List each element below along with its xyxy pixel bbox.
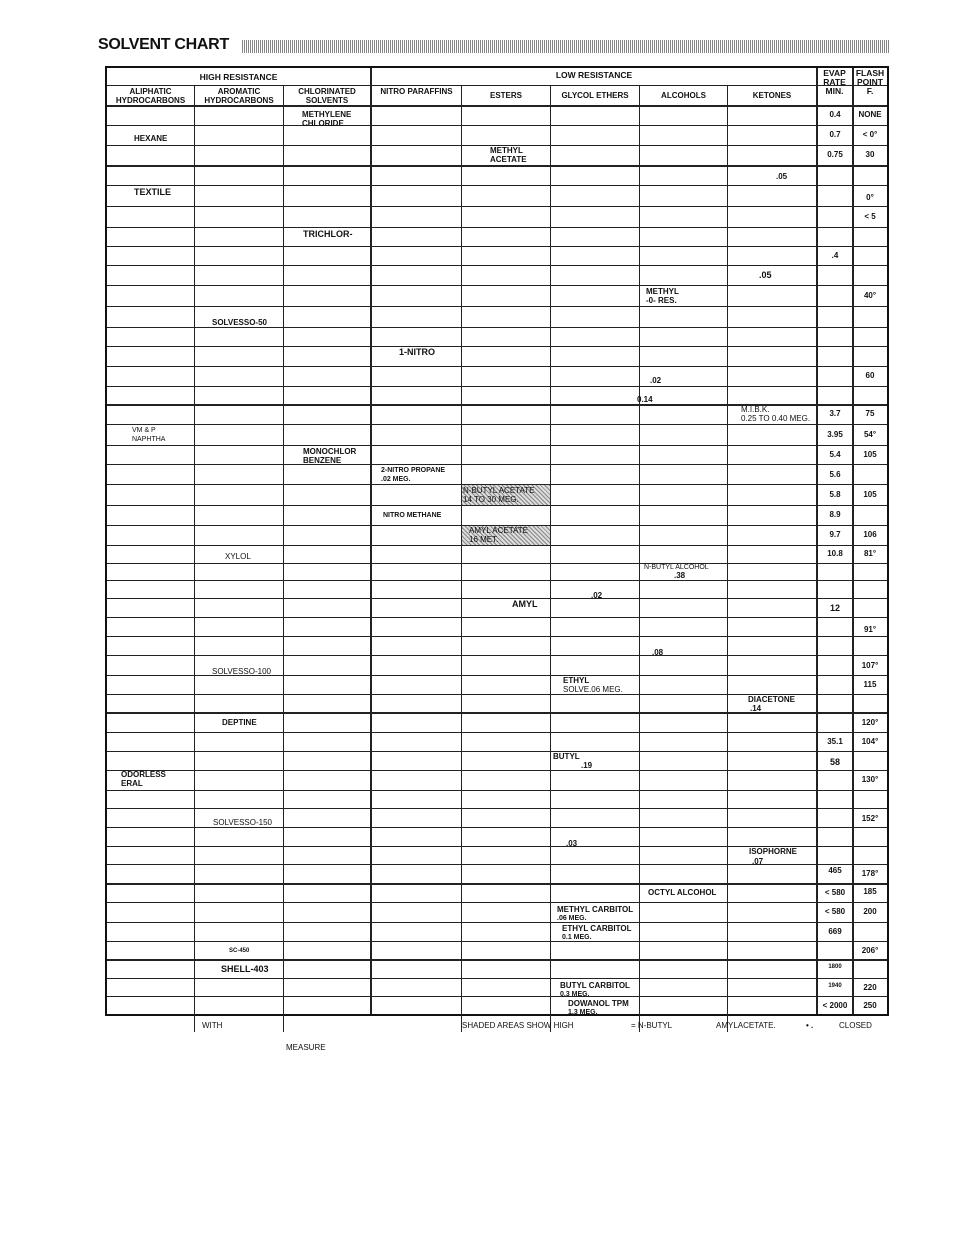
evap-value: 669 [828, 927, 842, 936]
value-ketone-05: .05 [776, 172, 788, 181]
solvent-butyl-carbitol-meg: 0.3 MEG. [560, 991, 590, 998]
row-divider [107, 790, 887, 791]
solvent-n-butyl-acetate-meg: 14 TO 30 MEG. [463, 495, 519, 504]
row-divider [107, 246, 887, 247]
row-divider [107, 563, 887, 564]
flash-value: 107° [861, 661, 879, 670]
evap-value: 0.75 [827, 150, 843, 159]
flash-value: 130° [861, 775, 879, 784]
flash-value: 152° [861, 814, 879, 823]
flash-value: 0° [866, 193, 874, 202]
evap-value: 5.8 [829, 490, 841, 499]
solvent-vmp-naphtha: NAPHTHA [132, 436, 166, 443]
solvent-monochlor: MONOCHLOR [303, 447, 357, 456]
flash-value: 75 [865, 409, 875, 418]
flash-value: 81° [863, 549, 877, 558]
evap-value: 1940 [828, 983, 842, 989]
footer-mark: • . [806, 1021, 814, 1030]
flash-value: 91° [863, 625, 877, 634]
header-esters: ESTERS [489, 91, 522, 100]
flash-value: 104° [861, 737, 879, 746]
evap-value: 35.1 [827, 737, 843, 746]
solvent-mibk-range: 0.25 TO 0.40 MEG. [741, 414, 811, 423]
row-divider [107, 636, 887, 637]
title-hatch-bar [242, 40, 890, 53]
row-divider [107, 770, 887, 771]
solvent-solvesso-50: SOLVESSO-50 [212, 318, 267, 327]
header-alcohols: ALCOHOLS [661, 91, 706, 100]
row-divider [107, 712, 887, 714]
evap-value: 3.7 [829, 409, 841, 418]
solvent-methyl-alcohol: METHYL [646, 287, 679, 296]
footer-with: WITH [202, 1021, 223, 1030]
value-glycol-03: .03 [566, 839, 578, 848]
solvent-methyl-carbitol-meg: .06 MEG. [557, 915, 587, 922]
footer-measure: MEASURE [286, 1043, 326, 1052]
row-divider [107, 165, 887, 167]
flash-value: 40° [863, 291, 877, 300]
row-divider [107, 545, 887, 546]
row-divider [107, 883, 887, 885]
flash-value: < 0° [862, 130, 878, 139]
row-divider [107, 125, 887, 126]
solvent-shell-403: SHELL-403 [221, 964, 269, 974]
solvent-solvesso-100: SOLVESSO-100 [212, 667, 271, 676]
value-alcohol-014: 0.14 [637, 395, 653, 404]
solvent-n-butyl-acetate: N-BUTYL ACETATE [463, 486, 535, 495]
solvent-deptine: DEPTINE [222, 718, 257, 727]
solvent-butyl-carbitol: BUTYL CARBITOL [560, 981, 630, 990]
footer-closed: CLOSED [839, 1021, 872, 1030]
solvent-methyl-alcohol-res: -0- RES. [646, 296, 677, 305]
solvent-odorless: ODORLESS [121, 770, 166, 779]
row-divider [107, 105, 887, 107]
flash-value: 105 [863, 450, 877, 459]
flash-value: < 5 [864, 212, 876, 221]
row-divider [107, 598, 887, 599]
solvent-octyl-alcohol: OCTYL ALCOHOL [648, 888, 717, 897]
flash-value: 178° [861, 869, 879, 878]
evap-value: 0.7 [829, 130, 841, 139]
solvent-amyl: AMYL [512, 599, 538, 609]
flash-value: 60 [865, 371, 875, 380]
row-divider [107, 366, 887, 367]
row-divider [107, 732, 887, 733]
row-divider [107, 445, 887, 446]
solvent-nitro-methane: NITRO METHANE [383, 512, 442, 519]
evap-value: < 580 [824, 907, 846, 916]
group-low-resistance: LOW RESISTANCE [555, 70, 633, 80]
row-divider [107, 617, 887, 618]
flash-value: 220 [863, 983, 877, 992]
flash-value: 30 [865, 150, 875, 159]
value-diacetone: .14 [750, 704, 762, 713]
solvent-monochlor-benzene: BENZENE [303, 456, 342, 465]
header-evap-rate: EVAP RATE MIN. [823, 68, 846, 96]
solvent-methylene-chloride: METHYLENE CHLORIDE [302, 110, 352, 128]
evap-value: 58 [829, 757, 840, 767]
evap-value: < 580 [824, 888, 846, 897]
solvent-mibk: M.I.B.K. [741, 405, 770, 414]
row-divider [107, 941, 887, 942]
row-divider [107, 346, 887, 347]
solvent-sc-450: SC-450 [229, 948, 250, 954]
row-divider [107, 996, 887, 997]
header-aromatic: AROMATIC HYDROCARBONS [204, 87, 274, 105]
header-chlorinated: CHLORINATED SOLVENTS [298, 87, 356, 105]
evap-value: .4 [831, 251, 839, 260]
evap-value: 9.7 [829, 530, 841, 539]
row-divider [107, 85, 887, 86]
solvent-butyl: BUTYL [553, 752, 580, 761]
solvent-dowanol-tpm: DOWANOL TPM [568, 999, 629, 1008]
solvent-ethyl-solve-meg: SOLVE.06 MEG. [563, 685, 623, 694]
footer-shaded-note: SHADED AREAS SHOW HIGH [462, 1021, 574, 1030]
evap-value: 12 [829, 603, 840, 613]
row-divider [107, 580, 887, 581]
flash-value: 206° [861, 946, 879, 955]
flash-value: 185 [863, 887, 877, 896]
solvent-hexane: HEXANE [134, 134, 168, 143]
flash-value: 250 [863, 1001, 877, 1010]
group-high-resistance: HIGH RESISTANCE [199, 72, 278, 82]
value-isophorne: .07 [752, 857, 764, 866]
evap-value: < 2000 [822, 1001, 848, 1010]
solvent-ethyl-solve: ETHYL [563, 676, 590, 685]
solvent-isophorne: ISOPHORNE [749, 847, 798, 856]
flash-value: NONE [858, 110, 882, 119]
row-divider [107, 206, 887, 207]
row-divider [107, 827, 887, 828]
solvent-amyl-acetate: AMYL ACETATE [469, 526, 528, 535]
row-divider [107, 922, 887, 923]
page-title: SOLVENT CHART [98, 36, 229, 53]
solvent-dowanol-tpm-meg: 1.3 MEG. [568, 1009, 598, 1016]
evap-value: 10.8 [827, 549, 843, 558]
footer-amyl-acetate: AMYLACETATE. [716, 1021, 776, 1030]
solvent-n-butyl-alcohol: N-BUTYL ALCOHOL [644, 564, 709, 571]
row-divider [107, 424, 887, 425]
evap-value: 0.4 [829, 110, 841, 119]
row-divider [107, 902, 887, 903]
evap-value: 5.6 [829, 470, 841, 479]
row-divider [107, 505, 887, 506]
evap-value: 465 [828, 866, 842, 875]
row-divider [107, 404, 887, 406]
row-divider [107, 327, 887, 328]
solvent-diacetone: DIACETONE [748, 695, 795, 704]
row-divider [107, 227, 887, 228]
row-divider [107, 978, 887, 979]
flash-value: 200 [863, 907, 877, 916]
evap-value: 5.4 [829, 450, 841, 459]
value-glycol-02: .02 [591, 591, 603, 600]
header-flash-point: FLASH POINT F. [855, 68, 885, 96]
header-glycol: GLYCOL ETHERS [561, 91, 629, 100]
solvent-textile: TEXTILE [134, 187, 172, 197]
row-divider [107, 751, 887, 752]
footer-n-butyl: = N-BUTYL [631, 1021, 673, 1030]
row-divider [107, 265, 887, 266]
row-divider [107, 808, 887, 809]
solvent-solvesso-150: SOLVESSO-150 [213, 818, 272, 827]
value-alcohol-08: .08 [652, 648, 664, 657]
evap-value: 8.9 [829, 510, 841, 519]
solvent-amyl-acetate-met: 16 MET. [469, 535, 499, 544]
flash-value: 115 [863, 680, 877, 689]
flash-value: 106 [863, 530, 877, 539]
header-aliphatic: ALIPHATIC HYDROCARBONS [115, 87, 186, 105]
solvent-2-nitro-propane-meg: .02 MEG. [381, 476, 411, 483]
row-divider [107, 959, 887, 961]
row-divider [107, 464, 887, 465]
group-divider [370, 68, 372, 1014]
row-divider [107, 285, 887, 286]
solvent-trichlor: TRICHLOR- [303, 229, 353, 239]
flash-value: 120° [861, 718, 879, 727]
value-butyl: .19 [581, 761, 593, 770]
solvent-ethyl-carbitol: ETHYL CARBITOL [562, 924, 632, 933]
flash-value: 54° [863, 430, 877, 439]
value-butyl-alcohol: .38 [674, 571, 686, 580]
flash-value: 105 [863, 490, 877, 499]
row-divider [107, 864, 887, 865]
value-alcohol-02: .02 [650, 376, 662, 385]
row-divider [107, 185, 887, 186]
row-divider [107, 386, 887, 387]
evap-value: 1800 [828, 964, 842, 970]
solvent-methyl-carbitol: METHYL CARBITOL [557, 905, 634, 914]
solvent-ethyl-carbitol-meg: 0.1 MEG. [562, 934, 592, 941]
solvent-vmp: VM & P [132, 427, 156, 434]
solvent-odorless-eral: ERAL [121, 779, 143, 788]
header-ketones: KETONES [752, 91, 792, 100]
solvent-xylol: XYLOL [225, 552, 251, 561]
header-nitro: NITRO PARAFFINS [380, 87, 453, 96]
solvent-2-nitro-propane: 2-NITRO PROPANE [381, 467, 446, 474]
solvent-1-nitro: 1-NITRO [399, 347, 435, 357]
row-divider [107, 306, 887, 307]
row-divider [107, 655, 887, 656]
value-ketone-05b: .05 [759, 270, 772, 280]
solvent-methyl-acetate: METHYL ACETATE [490, 146, 527, 164]
evap-value: 3.95 [827, 430, 843, 439]
